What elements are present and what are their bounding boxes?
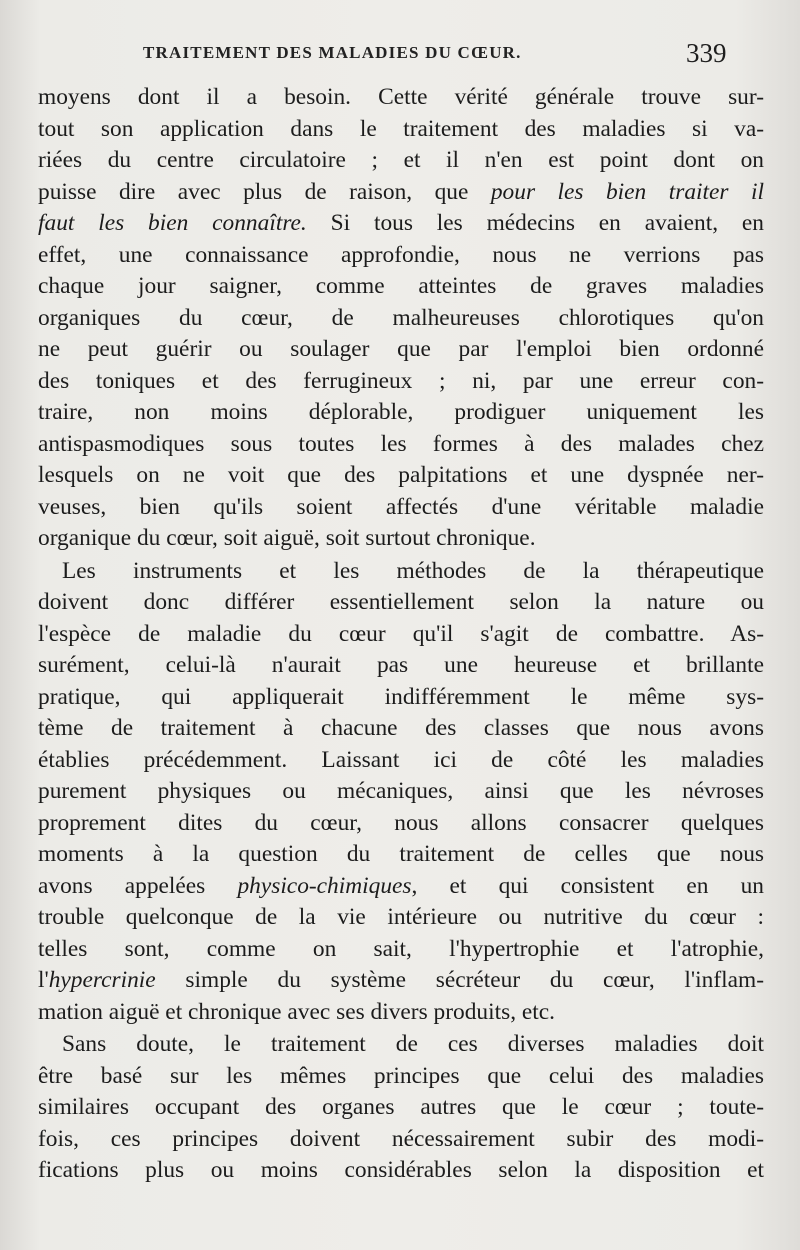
page-number: 339 xyxy=(686,38,727,68)
text-line: lesquels on ne voit que des palpitations et une dyspnée ner- xyxy=(38,462,764,488)
text-line: tout son application dans le traitement des maladies si va- xyxy=(38,115,764,142)
text-line: similaires occupant des organes autres que le cœur ; toute- xyxy=(38,1094,764,1120)
text-line: tème de traitement à chacune des classes que nous avons xyxy=(38,715,764,741)
text-line: fois, ces principes doivent nécessairement subir des modi- xyxy=(38,1125,764,1152)
text-line: traire, non moins déplorable, prodiguer uniquement les xyxy=(38,399,764,425)
italic-text: pour les bien traiter il xyxy=(490,178,764,205)
text-line: doivent donc différer essentiellement selon la nature ou xyxy=(38,589,764,615)
text-line: chaque jour saigner, comme atteintes de graves maladies xyxy=(38,273,764,299)
text-line: Les instruments et les méthodes de la thérapeutique xyxy=(62,557,764,584)
text-line: surément, celui-là n'aurait pas une heureuse et brillante xyxy=(38,652,764,678)
text-line: puisse dire avec plus de raison, que pour les bien traiter il xyxy=(38,178,764,205)
text-line: des toniques et des ferrugineux ; ni, par une erreur con- xyxy=(38,367,764,394)
text-line: veuses, bien qu'ils soient affectés d'une véritable maladie xyxy=(38,493,764,520)
text-line: organiques du cœur, de malheureuses chlorotiques qu'on xyxy=(38,304,764,331)
text-line: purement physiques ou mécaniques, ainsi que les névroses xyxy=(38,778,764,804)
text-line: antispasmodiques sous toutes les formes à des malades chez xyxy=(38,430,764,457)
text-line: proprement dites du cœur, nous allons consacrer quelques xyxy=(38,809,764,836)
page-header xyxy=(0,38,800,78)
text-line: être basé sur les mêmes principes que celui des maladies xyxy=(38,1062,764,1089)
running-title: TRAITEMENT DES MALADIES DU CŒUR. xyxy=(143,43,522,62)
italic-text: physico-chimiques xyxy=(237,872,412,899)
text-line: l'hypercrinie simple du système sécréteur du cœur, l'inflam- xyxy=(38,967,764,993)
text-line: avons appelées physico-chimiques, et qui consistent en un xyxy=(38,872,765,899)
paragraph xyxy=(38,82,764,555)
text-line: Sans doute, le traitement de ces diverses maladies doit xyxy=(62,1031,764,1057)
text-line: mation aiguë et chronique avec ses divers produits, etc. xyxy=(38,998,556,1025)
paragraph xyxy=(38,556,764,1029)
text-line: établies précédemment. Laissant ici de côté les maladies xyxy=(38,746,764,773)
body-text xyxy=(38,82,764,1187)
text-line: moyens dont il a besoin. Cette vérité générale trouve sur- xyxy=(38,84,764,110)
text-line: effet, une connaissance approfondie, nous ne verrions pas xyxy=(38,241,764,268)
text-line: l'espèce de maladie du cœur qu'il s'agit de combattre. As- xyxy=(38,620,764,647)
paragraph xyxy=(38,1029,764,1187)
text-line: telles sont, comme on sait, l'hypertrophie et l'atrophie, xyxy=(38,935,764,962)
text-line: trouble quelconque de la vie intérieure ou nutritive du cœur : xyxy=(38,904,764,930)
italic-text: faut les bien connaître. xyxy=(38,210,307,236)
text-line: ne peut guérir ou soulager que par l'emploi bien ordonné xyxy=(38,336,764,362)
italic-text: hypercrinie xyxy=(48,967,156,993)
text-line: fications plus ou moins considérables selon la disposition et xyxy=(38,1157,764,1183)
text-line: moments à la question du traitement de celles que nous xyxy=(38,841,764,867)
text-line: organique du cœur, soit aiguë, soit surtout chronique. xyxy=(38,525,536,551)
text-line: riées du centre circulatoire ; et il n'en est point dont on xyxy=(38,147,764,173)
text-line: pratique, qui appliquerait indifféremment le même sys- xyxy=(38,683,764,710)
text-line: faut les bien connaître. Si tous les médecins en avaient, en xyxy=(38,210,764,236)
